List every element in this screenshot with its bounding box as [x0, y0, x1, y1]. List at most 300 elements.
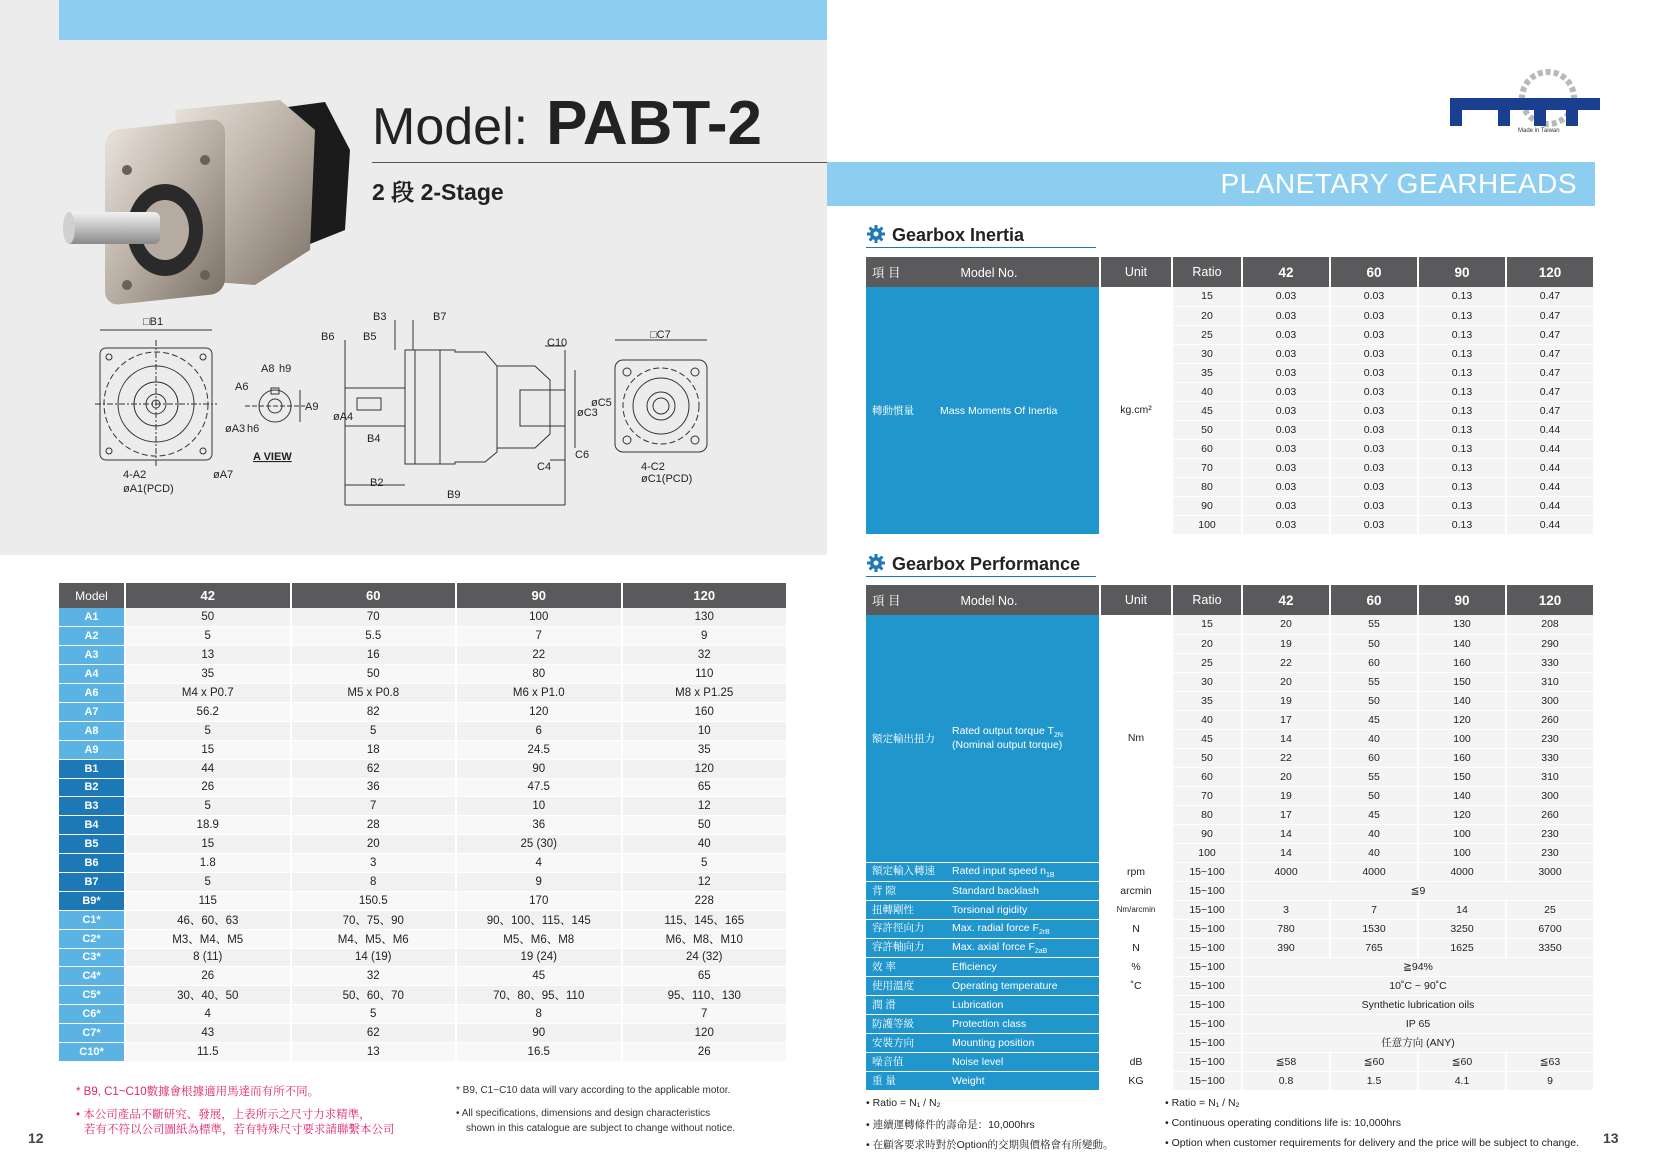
torque-value: 260	[1506, 710, 1594, 729]
performance-label-sub: 2aB	[1034, 948, 1048, 956]
dimension-value: 50	[291, 665, 457, 684]
dimension-value: 10	[456, 797, 622, 816]
inertia-value: 0.03	[1242, 477, 1330, 496]
column-header: 60	[291, 583, 457, 608]
page-number-left: 12	[28, 1130, 44, 1146]
performance-unit: N	[1100, 919, 1172, 938]
performance-table	[866, 585, 1595, 1091]
ratio-value: 15~100	[1172, 862, 1242, 881]
column-header: 120	[622, 583, 788, 608]
performance-unit: dB	[1100, 1052, 1172, 1071]
dimension-row	[59, 891, 787, 910]
logo-subtext: Made in Taiwan	[1518, 128, 1560, 134]
ratio-value: 15~100	[1172, 976, 1242, 995]
dimension-value: M4 x P0.7	[125, 684, 291, 703]
inertia-value: 0.03	[1242, 382, 1330, 401]
dimension-key: A4	[59, 665, 125, 684]
ratio-value: 20	[1172, 306, 1242, 325]
dimension-key: C3*	[59, 948, 125, 967]
torque-value: 14	[1242, 729, 1330, 748]
inertia-value: 0.13	[1418, 287, 1506, 306]
dimension-value: 8	[291, 872, 457, 891]
performance-label-en: Rated input speed n	[952, 865, 1046, 878]
ratio-value: 50	[1172, 748, 1242, 767]
performance-value: ≦60	[1418, 1052, 1506, 1071]
ratio-value: 80	[1172, 805, 1242, 824]
torque-value: 150	[1418, 767, 1506, 786]
performance-label	[866, 1052, 1100, 1071]
inertia-value: 0.03	[1330, 496, 1418, 515]
ratio-value: 15~100	[1172, 957, 1242, 976]
torque-value: 230	[1506, 729, 1594, 748]
label-c1: øC1(PCD)	[641, 473, 693, 485]
dimension-key: A2	[59, 627, 125, 646]
dimension-value: 22	[456, 646, 622, 665]
stage-label: 2 段 2-Stage	[372, 179, 504, 205]
dimension-value: 130	[622, 608, 788, 627]
ratio-value: 15~100	[1172, 1033, 1242, 1052]
dimension-value: M5 x P0.8	[291, 684, 457, 703]
inertia-value: 0.13	[1418, 458, 1506, 477]
ratio-value: 15	[1172, 615, 1242, 634]
dimension-row	[59, 835, 787, 854]
performance-value: 14	[1418, 900, 1506, 919]
dimension-value: 50、60、70	[291, 986, 457, 1005]
performance-label-cn: 背 隙	[872, 885, 896, 897]
inertia-value: 0.03	[1330, 477, 1418, 496]
performance-title: Gearbox Performance	[892, 554, 1081, 574]
performance-label-en: Max. axial force F	[952, 941, 1035, 954]
inertia-value: 0.03	[1330, 515, 1418, 534]
header-size-42: 42	[1242, 257, 1330, 287]
inertia-value: 0.03	[1330, 420, 1418, 439]
ratio-value: 15	[1172, 287, 1242, 306]
inertia-value: 0.47	[1506, 344, 1594, 363]
ratio-value: 80	[1172, 477, 1242, 496]
torque-value: 300	[1506, 786, 1594, 805]
performance-unit	[1100, 1014, 1172, 1033]
torque-value: 120	[1418, 805, 1506, 824]
torque-value: 20	[1242, 767, 1330, 786]
dimension-value: 19 (24)	[456, 948, 622, 967]
performance-row	[866, 1033, 1594, 1052]
inertia-value: 0.03	[1242, 420, 1330, 439]
performance-value: 4.1	[1418, 1071, 1506, 1090]
ratio-value: 60	[1172, 767, 1242, 786]
inertia-value: 0.44	[1506, 458, 1594, 477]
performance-label-cn: 防護等級	[872, 1018, 914, 1030]
dimension-value: 56.2	[125, 702, 291, 721]
torque-value: 50	[1330, 691, 1418, 710]
inertia-heading	[866, 224, 1024, 246]
inertia-value: 0.03	[1330, 325, 1418, 344]
performance-row	[866, 1071, 1594, 1090]
performance-label-en: Weight	[952, 1075, 985, 1087]
header-ratio: Ratio	[1172, 585, 1242, 615]
column-header: Model	[59, 583, 125, 608]
torque-value: 55	[1330, 767, 1418, 786]
inertia-value: 0.03	[1242, 496, 1330, 515]
dimension-value: 18.9	[125, 816, 291, 835]
torque-value: 330	[1506, 653, 1594, 672]
right-note-en-1: • Ratio = N₁ / N₂	[1165, 1097, 1240, 1109]
header-item-cn: 項 目	[872, 594, 901, 608]
performance-label-cn: 使用溫度	[872, 980, 914, 992]
ratio-value: 30	[1172, 344, 1242, 363]
dimension-value: 115、145、165	[622, 910, 788, 929]
label-c6: C6	[575, 449, 590, 461]
inertia-value: 0.03	[1242, 306, 1330, 325]
performance-row	[866, 1014, 1594, 1033]
ratio-value: 15~100	[1172, 1014, 1242, 1033]
inertia-value: 0.03	[1330, 458, 1418, 477]
ratio-value: 25	[1172, 325, 1242, 344]
dimension-value: 15	[125, 835, 291, 854]
label-a7: øA7	[213, 469, 234, 481]
dimension-value: 18	[291, 740, 457, 759]
dimension-value: 26	[622, 1042, 788, 1061]
performance-row	[866, 1052, 1594, 1071]
dimension-value: 115	[125, 891, 291, 910]
dimension-value: 9	[456, 872, 622, 891]
performance-value: ≦9	[1242, 881, 1594, 900]
torque-value: 40	[1330, 729, 1418, 748]
performance-label-en: Noise level	[952, 1056, 1004, 1068]
dimension-value: M8 x P1.25	[622, 684, 788, 703]
dimension-key: B9*	[59, 891, 125, 910]
dimension-row	[59, 665, 787, 684]
ratio-value: 45	[1172, 401, 1242, 420]
dimension-row	[59, 627, 787, 646]
ratio-value: 70	[1172, 786, 1242, 805]
dimension-row	[59, 816, 787, 835]
dimension-key: C4*	[59, 967, 125, 986]
dimension-value: 120	[456, 702, 622, 721]
performance-label	[866, 1014, 1100, 1033]
torque-value: 22	[1242, 748, 1330, 767]
label-a8-sub: h9	[279, 363, 292, 375]
performance-unit: arcmin	[1100, 881, 1172, 900]
inertia-value: 0.03	[1242, 458, 1330, 477]
torque-value: 14	[1242, 843, 1330, 862]
performance-unit: ˚C	[1100, 976, 1172, 995]
torque-unit: Nm	[1100, 615, 1172, 862]
performance-row	[866, 957, 1594, 976]
torque-value: 14	[1242, 824, 1330, 843]
dimension-value: 47.5	[456, 778, 622, 797]
performance-label	[866, 1071, 1100, 1090]
note-cn-1: * B9, C1~C10數據會根據適用馬達而有所不同。	[76, 1086, 320, 1098]
inertia-value: 0.03	[1242, 363, 1330, 382]
note-en-3: shown in this catalogue are subject to change without notice.	[466, 1123, 736, 1134]
dimension-value: 16.5	[456, 1042, 622, 1061]
torque-value: 60	[1330, 653, 1418, 672]
performance-label-cn: 安裝方向	[872, 1037, 914, 1049]
ratio-value: 60	[1172, 439, 1242, 458]
performance-value: 9	[1506, 1071, 1594, 1090]
dimension-value: 36	[291, 778, 457, 797]
inertia-value: 0.44	[1506, 477, 1594, 496]
dimension-key: B3	[59, 797, 125, 816]
dimension-value: 62	[291, 759, 457, 778]
dimension-value: 110	[622, 665, 788, 684]
performance-unit: %	[1100, 957, 1172, 976]
torque-value: 290	[1506, 634, 1594, 653]
performance-row	[866, 938, 1594, 957]
torque-value: 100	[1418, 824, 1506, 843]
ratio-value: 35	[1172, 691, 1242, 710]
dimension-key: C2*	[59, 929, 125, 948]
inertia-value: 0.03	[1330, 344, 1418, 363]
dimension-value: 5.5	[291, 627, 457, 646]
inertia-title: Gearbox Inertia	[892, 225, 1025, 245]
torque-value: 50	[1330, 786, 1418, 805]
dimension-value: M3、M4、M5	[125, 929, 291, 948]
ratio-value: 15~100	[1172, 900, 1242, 919]
right-note-cn-3: • 在顧客要求時對於Option的交期與價格會有所變動。	[866, 1139, 1114, 1151]
inertia-value: 0.13	[1418, 344, 1506, 363]
dimension-value: 24 (32)	[622, 948, 788, 967]
dimension-key: B1	[59, 759, 125, 778]
dimension-value: 90	[456, 1024, 622, 1043]
performance-value: 4000	[1418, 862, 1506, 881]
performance-value: 390	[1242, 938, 1330, 957]
label-a-view: A VIEW	[253, 451, 292, 463]
right-note-cn-2: • 連續運轉條件的壽命是：10,000hrs	[866, 1119, 1035, 1131]
dimension-value: 150.5	[291, 891, 457, 910]
inertia-value: 0.03	[1330, 363, 1418, 382]
torque-label-cn: 額定輸出扭力	[872, 732, 935, 745]
note-cn-2: • 本公司產品不斷研究、發展，上表所示之尺寸力求精準，	[76, 1109, 371, 1121]
performance-value: 0.8	[1242, 1071, 1330, 1090]
performance-unit: KG	[1100, 1071, 1172, 1090]
torque-value: 160	[1418, 653, 1506, 672]
torque-value: 19	[1242, 634, 1330, 653]
right-note-cn-1: • Ratio = N₁ / N₂	[866, 1097, 941, 1109]
dimension-value: 65	[622, 778, 788, 797]
ratio-value: 100	[1172, 843, 1242, 862]
ratio-value: 15~100	[1172, 938, 1242, 957]
dimension-value: 5	[125, 627, 291, 646]
label-c7: □C7	[650, 329, 671, 341]
inertia-value: 0.13	[1418, 306, 1506, 325]
performance-label	[866, 976, 1100, 995]
dimension-value: 1.8	[125, 854, 291, 873]
dimension-value: 4	[456, 854, 622, 873]
right-note-en-3: • Option when customer requirements for delivery and the price will be subject to change.	[1165, 1137, 1579, 1149]
dimension-key: C7*	[59, 1024, 125, 1043]
ratio-value: 70	[1172, 458, 1242, 477]
performance-row	[866, 919, 1594, 938]
dimension-value: 35	[125, 665, 291, 684]
torque-value: 60	[1330, 748, 1418, 767]
ratio-value: 50	[1172, 420, 1242, 439]
performance-value: 780	[1242, 919, 1330, 938]
dimension-key: B6	[59, 854, 125, 873]
performance-label	[866, 995, 1100, 1014]
performance-label-en: Protection class	[952, 1018, 1027, 1030]
dimension-value: 7	[456, 627, 622, 646]
dimension-value: 228	[622, 891, 788, 910]
performance-unit: Nm/arcmin	[1100, 900, 1172, 919]
torque-value: 20	[1242, 672, 1330, 691]
torque-row	[866, 615, 1594, 634]
performance-label-en: Lubrication	[952, 999, 1004, 1011]
performance-label	[866, 938, 1100, 957]
dimension-value: M4、M5、M6	[291, 929, 457, 948]
dimension-value: 5	[291, 1005, 457, 1024]
note-en-1: * B9, C1~C10 data will vary according to the applicable motor.	[456, 1085, 731, 1096]
inertia-value: 0.47	[1506, 287, 1594, 306]
model-title	[372, 88, 762, 159]
dimension-key: B4	[59, 816, 125, 835]
dimension-value: 95、110、130	[622, 986, 788, 1005]
performance-value: 1.5	[1330, 1071, 1418, 1090]
inertia-value: 0.03	[1242, 515, 1330, 534]
dimension-row	[59, 684, 787, 703]
dimension-row	[59, 778, 787, 797]
torque-value: 22	[1242, 653, 1330, 672]
dimension-value: 5	[125, 797, 291, 816]
dimension-value: 11.5	[125, 1042, 291, 1061]
inertia-value: 0.13	[1418, 325, 1506, 344]
performance-value: 3	[1242, 900, 1330, 919]
performance-header-item	[866, 585, 1100, 615]
ratio-value: 15~100	[1172, 1071, 1242, 1090]
label-b2: B2	[370, 477, 384, 489]
dimension-value: 7	[291, 797, 457, 816]
dimension-row	[59, 929, 787, 948]
inertia-value: 0.03	[1242, 401, 1330, 420]
header-size-120: 120	[1506, 257, 1594, 287]
performance-value: 6700	[1506, 919, 1594, 938]
inertia-header-item	[866, 257, 1100, 287]
dimension-value: M6、M8、M10	[622, 929, 788, 948]
label-b4: B4	[367, 433, 381, 445]
torque-value: 40	[1330, 824, 1418, 843]
dimension-value: 70	[291, 608, 457, 627]
inertia-label-cn: 轉動慣量	[872, 404, 914, 417]
torque-value: 17	[1242, 710, 1330, 729]
dimension-key: A8	[59, 721, 125, 740]
label-a3-sub: h6	[247, 423, 260, 435]
dimension-value: 4	[125, 1005, 291, 1024]
planetary-gearheads-banner	[827, 162, 1595, 206]
inertia-value: 0.03	[1242, 287, 1330, 306]
inertia-value: 0.47	[1506, 363, 1594, 382]
dimension-row	[59, 721, 787, 740]
model-name: PABT-2	[546, 89, 762, 158]
inertia-value: 0.13	[1418, 515, 1506, 534]
torque-label	[866, 615, 1100, 862]
note-en-2: • All specifications, dimensions and design characteristics	[456, 1108, 711, 1119]
inertia-value: 0.03	[1242, 439, 1330, 458]
dimension-key: C6*	[59, 1005, 125, 1024]
inertia-value: 0.03	[1330, 439, 1418, 458]
inertia-value: 0.13	[1418, 439, 1506, 458]
note-cn-3: 若有不符以公司圖紙為標準，若有特殊尺寸要求請聯繫本公司	[84, 1124, 395, 1136]
performance-value: Synthetic lubrication oils	[1242, 995, 1594, 1014]
inertia-value: 0.47	[1506, 382, 1594, 401]
torque-value: 19	[1242, 691, 1330, 710]
torque-value: 330	[1506, 748, 1594, 767]
performance-unit: rpm	[1100, 862, 1172, 881]
performance-value: 1530	[1330, 919, 1418, 938]
label-a1: øA1(PCD)	[123, 483, 174, 495]
dimension-value: 13	[125, 646, 291, 665]
dimension-drawings	[95, 311, 795, 530]
dimension-value: 32	[291, 967, 457, 986]
dimension-value: M6 x P1.0	[456, 684, 622, 703]
header-size-90: 90	[1418, 585, 1506, 615]
dimension-value: 3	[291, 854, 457, 873]
dimension-key: B7	[59, 872, 125, 891]
inertia-table	[866, 257, 1595, 535]
ratio-value: 15~100	[1172, 1052, 1242, 1071]
dimension-row	[59, 948, 787, 967]
performance-label-cn: 額定輸入轉速	[872, 865, 935, 878]
inertia-value: 0.03	[1330, 306, 1418, 325]
torque-value: 230	[1506, 843, 1594, 862]
dimension-row	[59, 702, 787, 721]
torque-value: 160	[1418, 748, 1506, 767]
performance-unit: N	[1100, 938, 1172, 957]
right-note-en-2: • Continuous operating conditions life is: 10,000hrs	[1165, 1117, 1401, 1129]
dimension-key: A6	[59, 684, 125, 703]
performance-row	[866, 862, 1594, 881]
dimension-value: 12	[622, 872, 788, 891]
dimension-value: 50	[622, 816, 788, 835]
inertia-value: 0.44	[1506, 439, 1594, 458]
dimension-value: 20	[291, 835, 457, 854]
performance-label	[866, 919, 1100, 938]
ratio-value: 35	[1172, 363, 1242, 382]
dimension-row	[59, 1042, 787, 1061]
torque-value: 208	[1506, 615, 1594, 634]
dimension-value: 8	[456, 1005, 622, 1024]
performance-value: 任意方向 (ANY)	[1242, 1033, 1594, 1052]
performance-value: ≦63	[1506, 1052, 1594, 1071]
torque-value: 19	[1242, 786, 1330, 805]
inertia-rule	[866, 247, 1096, 248]
performance-label	[866, 957, 1100, 976]
dimension-value: 45	[456, 967, 622, 986]
inertia-value: 0.03	[1330, 401, 1418, 420]
header-ratio: Ratio	[1172, 257, 1242, 287]
dimension-value: 82	[291, 702, 457, 721]
dimension-value: 26	[125, 778, 291, 797]
dimension-value: 35	[622, 740, 788, 759]
dimension-value: 160	[622, 702, 788, 721]
dimension-key: B5	[59, 835, 125, 854]
inertia-value: 0.13	[1418, 363, 1506, 382]
dimension-key: C1*	[59, 910, 125, 929]
torque-value: 310	[1506, 767, 1594, 786]
header-size-42: 42	[1242, 585, 1330, 615]
ratio-value: 30	[1172, 672, 1242, 691]
performance-rule	[866, 576, 1096, 577]
inertia-value: 0.47	[1506, 401, 1594, 420]
ratio-value: 40	[1172, 382, 1242, 401]
performance-row	[866, 995, 1594, 1014]
inertia-unit: kg.cm²	[1100, 287, 1172, 534]
torque-value: 150	[1418, 672, 1506, 691]
dimension-value: 14 (19)	[291, 948, 457, 967]
header-model-no: Model No.	[960, 266, 1018, 280]
dimension-value: 43	[125, 1024, 291, 1043]
performance-value: 3000	[1506, 862, 1594, 881]
performance-label-en: Mounting position	[952, 1037, 1035, 1049]
